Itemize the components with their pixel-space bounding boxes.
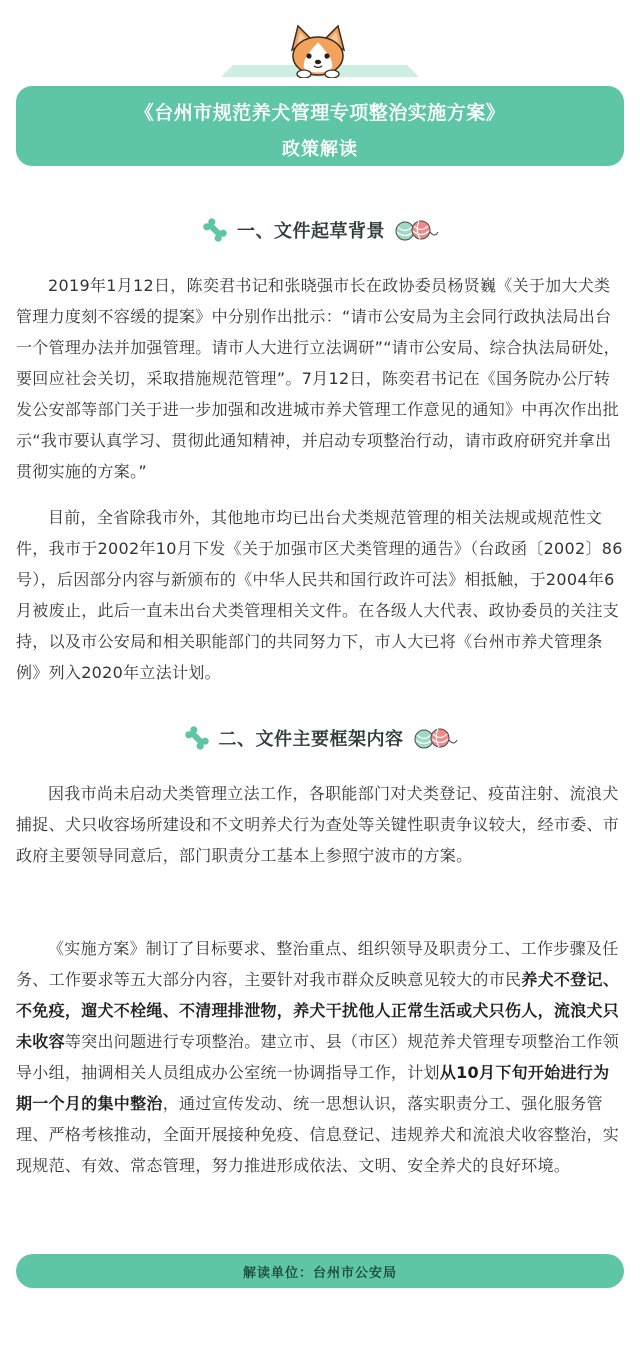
- section-title: 一、文件起草背景: [237, 221, 385, 242]
- paragraph-framework-1: 因我市尚未启动犬类管理立法工作，各职能部门对犬类登记、疫苗注射、流浪犬捕捉、犬只收容场所建设和不文明养犬行为查处等关键性职责争议较大，经市委、市政府主要领导同意后，部门职责分工基本上参照宁波市的方案。: [16, 784, 620, 865]
- bold-schedule: 从10月下旬开始进行为期一个月的集中整治: [16, 1063, 610, 1113]
- paragraph-background-2: 目前，全省除我市外，其他地市均已出台犬类规范管理的相关法规或规范性文件，我市于2002年10月下发《关于加强市区犬类管理的通告》（台政函〔2002〕86号），后因部分内容与新颁布的《中华人民共和国行政许可法》相抵触，于2004年6月被废止，此后一直未出台犬类管理相关文件。在各级人大代表、政协委员的关注支持，以及市公安局和相关职能部门的共同努力下，市人大已将《台州市养犬管理条例》列入2020年立法计划。: [16, 508, 623, 682]
- corgi-icon: [282, 24, 354, 78]
- section-title: 二、文件主要框架内容: [218, 729, 404, 750]
- mascot-area: [0, 24, 640, 78]
- bone-icon: [183, 724, 211, 752]
- paragraph-background-1: 2019年1月12日，陈奕君书记和张晓强市长在政协委员杨贤巍《关于加大犬类管理力度刻不容缓的提案》中分别作出批示：“请市公安局为主会同行政执法局出台一个管理办法并加强管理。请市人大进行立法调研”“请市公安局、综合执法局研处，要回应社会关切，采取措施规范管理”。7月12日，陈奕君书记在《国务院办公厅转发公安部等部门关于进一步加强和改进城市养犬管理工作意见的通知》中再次作出批示“我市要认真学习、贯彻此通知精神，并启动专项整治行动，请市政府研究并拿出贯彻实施的方案。”: [16, 276, 620, 481]
- yarn-ball-icon: [412, 724, 458, 752]
- bone-icon: [201, 216, 229, 244]
- footer-banner: [16, 1254, 624, 1288]
- bold-key-issues: 养犬不登记、不免疫，遛犬不栓绳、不清理排泄物，养犬干扰他人正常生活或犬只伤人，流浪犬只未收容: [16, 970, 620, 1051]
- section-heading-background: [0, 210, 640, 250]
- document-title: 《台州市规范养犬管理专项整治实施方案》: [134, 102, 506, 124]
- header-banner: [16, 86, 624, 166]
- paragraph-framework-2: 《实施方案》制订了目标要求、整治重点、组织领导及职责分工、工作步骤及任务、工作要求等五大部分内容，主要针对我市群众反映意见较大的市民养犬不登记、不免疫，遛犬不栓绳、不清理排泄物，养犬干扰他人正常生活或犬只伤人，流浪犬只未收容等突出问题进行专项整治。建立市、县（市区）规范养犬管理专项整治工作领导小组，抽调相关人员组成办公室统一协调指导工作，计划从10月下旬开始进行为期一个月的集中整治，通过宣传发动、统一思想认识，落实职责分工、强化服务管理、严格考核推动，全面开展接种免疫、信息登记、违规养犬和流浪犬收容整治，实现规范、有效、常态管理，努力推进形成依法、文明、安全养犬的良好环境。: [16, 939, 620, 1175]
- document-subtitle: 政策解读: [282, 139, 358, 160]
- issuing-unit: 解读单位：台州市公安局: [242, 1265, 397, 1281]
- yarn-ball-icon: [393, 216, 439, 244]
- section-heading-framework: [0, 718, 640, 758]
